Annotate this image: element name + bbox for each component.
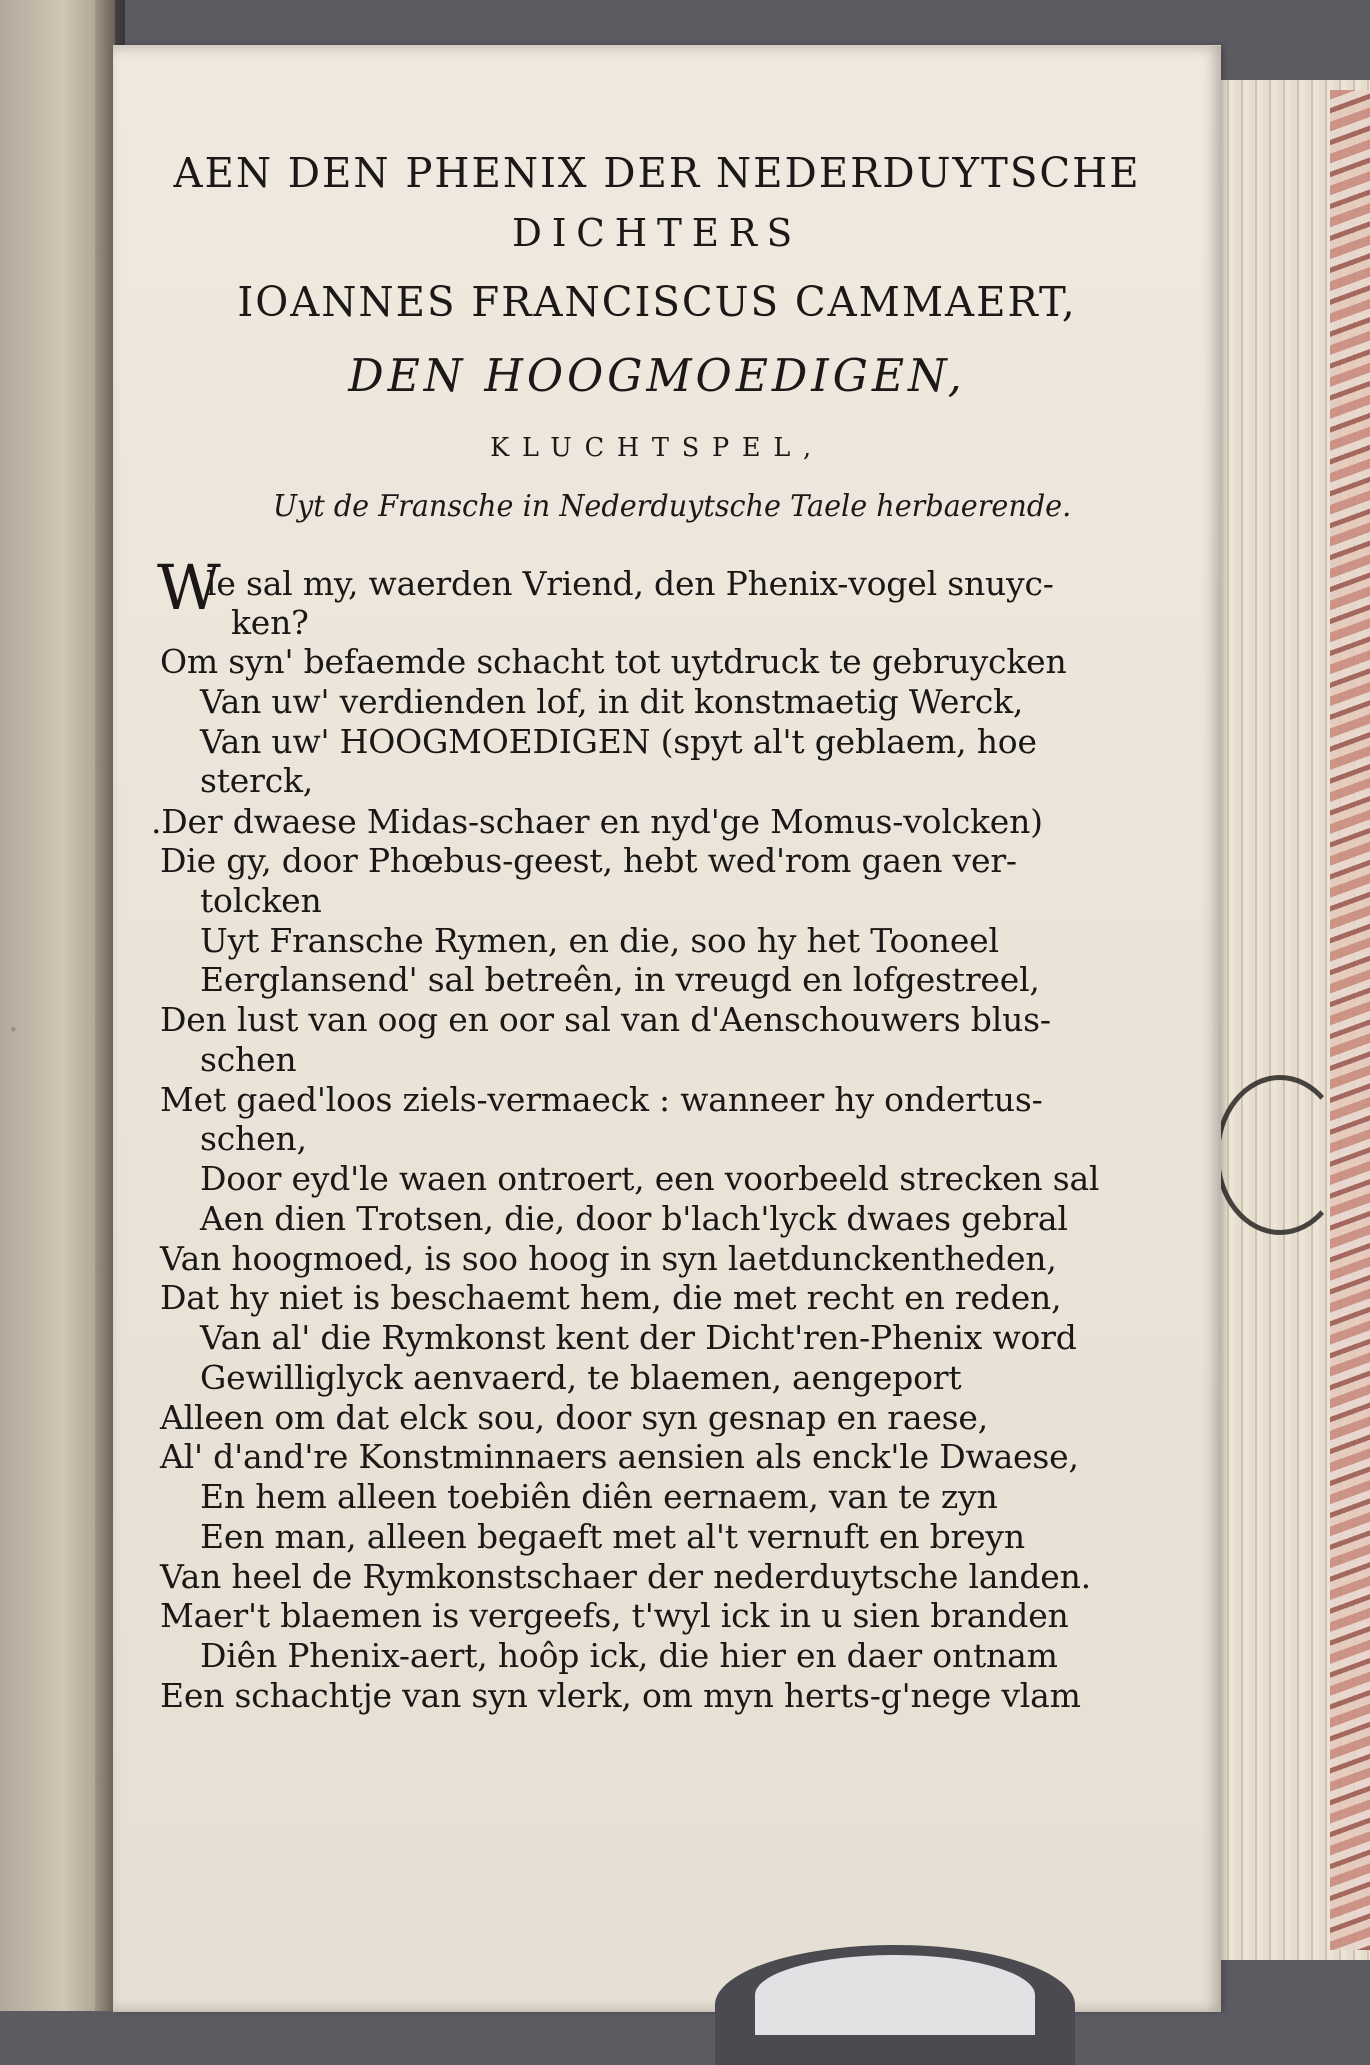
drop-capital: W bbox=[157, 551, 221, 624]
verse-line: Aen dien Trotsen, die, door b'lach'lyck dwaes gebral bbox=[200, 1199, 1068, 1238]
verse-line: En hem alleen toebiên diên eernaem, van te zyn bbox=[200, 1477, 998, 1516]
verse-line: Den lust van oog en oor sal van d'Aenschouwers blus- bbox=[160, 1000, 1051, 1039]
verse-line: Al' d'and're Konstminnaers aensien als enck'le Dwaese, bbox=[160, 1437, 1079, 1476]
verse-line: Van heel de Rymkonstschaer der nederduytsche landen. bbox=[160, 1557, 1091, 1596]
verse-line: Van al' die Rymkonst kent der Dicht'ren-Phenix word bbox=[200, 1318, 1077, 1357]
verse-line: Eerglansend' sal betreên, in vreugd en lofgestreel, bbox=[200, 960, 1040, 999]
verse-line: Van uw' verdienden lof, in dit konstmaetig Werck, bbox=[200, 682, 1024, 721]
verse-line: Van hoogmoed, is soo hoog in syn laetdunckentheden, bbox=[160, 1239, 1057, 1278]
heading-author: IOANNES FRANCISCUS CAMMAERT, bbox=[237, 278, 1077, 326]
verse-line: ken? bbox=[231, 603, 309, 642]
verse-line: Diên Phenix-aert, hoôp ick, die hier en daer ontnam bbox=[200, 1636, 1058, 1675]
verse-line: tolcken bbox=[200, 881, 322, 920]
verse-line: Door eyd'le waen ontroert, een voorbeeld strecken sal bbox=[200, 1159, 1100, 1198]
verse-line: Maer't blaemen is vergeefs, t'wyl ick in u sien branden bbox=[160, 1596, 1069, 1635]
verse-line: Alleen om dat elck sou, door syn gesnap en raese, bbox=[160, 1398, 989, 1437]
verse-line: Met gaed'loos ziels-vermaeck : wanneer hy ondertus- bbox=[160, 1080, 1043, 1119]
verse-line: Uyt Fransche Rymen, en die, soo hy het Tooneel bbox=[200, 921, 999, 960]
heading-genre: KLUCHTSPEL, bbox=[490, 433, 824, 463]
verse-line: le sal my, waerden Vriend, den Phenix-vogel snuyc- bbox=[206, 564, 1054, 603]
marbled-cover-edge bbox=[1330, 90, 1370, 1950]
verse-line: Van uw' HOOGMOEDIGEN (spyt al't geblaem, hoe bbox=[200, 722, 1037, 761]
bleed-through-mark: . bbox=[8, 1000, 19, 1040]
heading-subtitle: Uyt de Fransche in Nederduytsche Taele herbaerende. bbox=[272, 489, 1072, 524]
heading-line-1: AEN DEN PHENIX DER NEDERDUYTSCHE bbox=[173, 149, 1141, 197]
library-stamp-mark bbox=[1215, 1075, 1345, 1235]
verse-line: schen, bbox=[200, 1119, 307, 1158]
verse-line: schen bbox=[200, 1040, 297, 1079]
verse-line: .Der dwaese Midas-schaer en nyd'ge Momus-volcken) bbox=[151, 802, 1043, 841]
verse-line: Gewilliglyck aenvaerd, te blaemen, aengeport bbox=[200, 1358, 962, 1397]
verse-line: Een schachtje van syn vlerk, om myn herts-g'nege vlam bbox=[160, 1676, 1081, 1715]
verse-line: Dat hy niet is beschaemt hem, die met recht en reden, bbox=[160, 1278, 1062, 1317]
book-page bbox=[113, 45, 1221, 2012]
heading-play-title: DEN HOOGMOEDIGEN, bbox=[348, 349, 966, 402]
verse-line: sterck, bbox=[200, 761, 314, 800]
heading-line-2: DICHTERS bbox=[511, 211, 803, 255]
verse-line: Om syn' befaemde schacht tot uytdruck te gebruycken bbox=[160, 642, 1067, 681]
book-support-highlight bbox=[755, 1955, 1035, 2035]
verse-line: Een man, alleen begaeft met al't vernuft en breyn bbox=[200, 1517, 1025, 1556]
verse-line: Die gy, door Phœbus-geest, hebt wed'rom gaen ver- bbox=[160, 841, 1017, 880]
